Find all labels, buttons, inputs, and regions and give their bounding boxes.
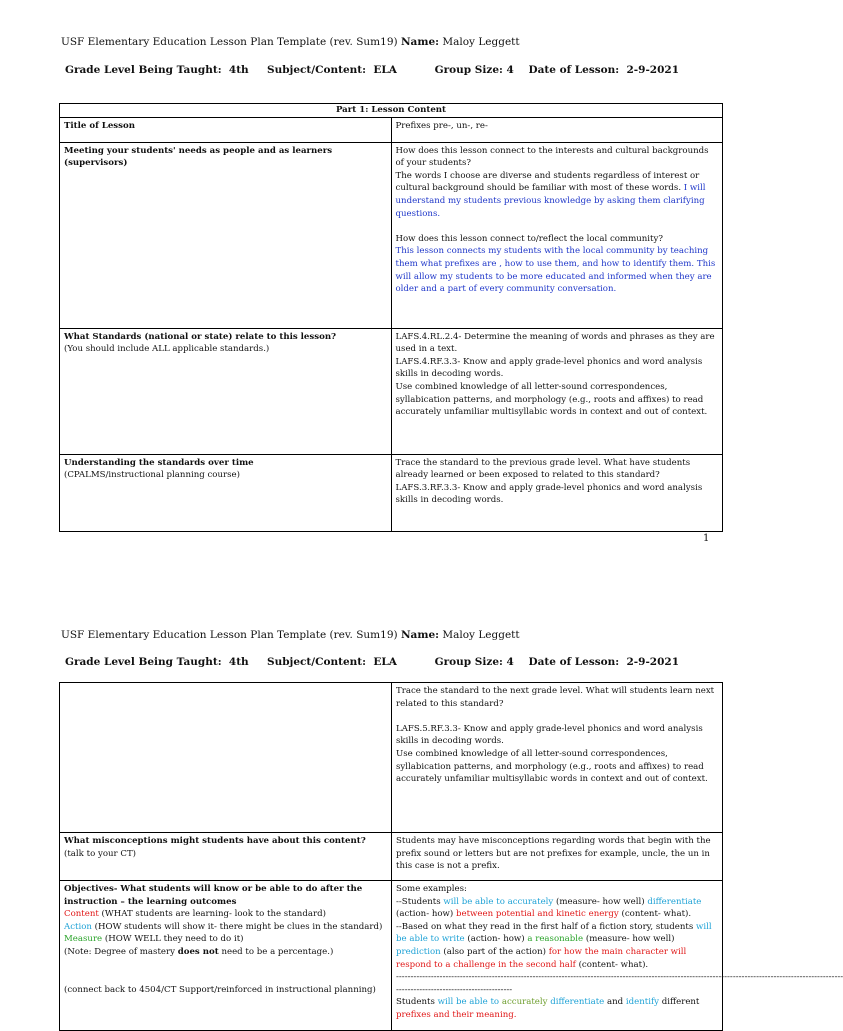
ex1-differentiate: differentiate: [647, 896, 702, 907]
name-value: Maloy Leggett: [442, 36, 520, 48]
ex2-content-note: (content- what).: [578, 959, 649, 970]
needs-question-2: How does this lesson connect to/reflect the local community?: [395, 233, 663, 244]
own-differentiate: differentiate: [550, 997, 605, 1008]
name-label: Name:: [400, 629, 440, 641]
over-time-cell: [391, 454, 723, 531]
group-label: Group Size:: [434, 656, 503, 668]
part-title: Part 1: Lesson Content: [60, 104, 723, 118]
own-and: and: [607, 997, 624, 1008]
ex2-action-note: (action- how): [467, 934, 525, 945]
group-value: 4: [506, 656, 514, 668]
template-title: USF Elementary Education Lesson Plan Template (rev. Sum19): [61, 36, 398, 48]
group-label: Group Size:: [434, 64, 503, 76]
date-value: 2-9-2021: [626, 64, 680, 76]
needs-answer-2-blue: This lesson connects my students with the local community by teaching them what prefixes are , how to use them, and how to identify them. This will allow my students to be more educated and informed when they are older and a part of every community conversation.: [395, 246, 716, 295]
own-students: Students: [396, 997, 435, 1008]
grade-value: 4th: [228, 656, 249, 668]
action-rest: (HOW students will show it- there might be clues in the standard): [94, 921, 383, 932]
template-title: USF Elementary Education Lesson Plan Template (rev. Sum19): [61, 629, 398, 641]
page-number: 1: [703, 533, 710, 544]
next-grade-cell: [392, 683, 723, 833]
standards-sublabel: (You should include ALL applicable standards.): [64, 344, 270, 355]
subject-label: Subject/Content:: [266, 64, 366, 76]
subject-label: Subject/Content:: [266, 656, 366, 668]
standard-2: LAFS.4.RF.3.3- Know and apply grade-level phonics and word analysis skills in decoding words.: [395, 356, 703, 380]
lesson-content-table: [59, 103, 723, 532]
standard-1: LAFS.4.RL.2.4- Determine the meaning of words and phrases as they are used in a text.: [395, 331, 715, 355]
misconceptions-label: What misconceptions might students have about this content?: [64, 836, 366, 846]
ex1-action: will be able to accurately: [443, 896, 554, 907]
connect-note: (connect back to 4504/CT Support/reinforced in instructional planning): [64, 984, 376, 995]
date-value: 2-9-2021: [626, 656, 680, 668]
empty-label-cell: [60, 683, 392, 833]
template-title-line: [61, 36, 520, 48]
needs-answer-1-blue: I will understand my students previous knowledge by asking them clarifying questions.: [395, 183, 706, 219]
next-grade-answer-1: LAFS.5.RF.3.3- Know and apply grade-level phonics and word analysis skills in decoding words.: [396, 723, 703, 747]
misconceptions-sublabel: (talk to your CT): [64, 848, 137, 859]
ex1-content: between potential and kinetic energy: [456, 909, 619, 920]
over-time-answer: LAFS.3.RF.3.3- Know and apply grade-level phonics and word analysis skills in decoding words.: [395, 482, 703, 506]
group-value: 4: [506, 64, 514, 76]
divider-dashes-2: ----------------------------------------: [396, 984, 513, 995]
ex2-intro: --Based on what they read in the first half of a fiction story, students: [396, 921, 694, 932]
over-time-label-cell: [60, 454, 392, 531]
over-time-question: Trace the standard to the previous grade level. What have students already learned or been exposed to related to this standard?: [395, 457, 691, 481]
ex1-measure-note: (measure- how well): [556, 896, 645, 907]
ex2-measure-note: (measure- how well): [585, 934, 675, 945]
content-word: Content: [64, 909, 99, 920]
objectives-label: Objectives- What students will know or be able to do after the instruction – the learning outcomes: [64, 884, 363, 907]
standards-label: What Standards (national or state) relate to this lesson?: [64, 331, 337, 342]
template-title-line-2: [61, 629, 520, 641]
needs-label: Meeting your students' needs as people and as learners (supervisors): [60, 142, 392, 328]
standards-label-cell: [60, 328, 392, 454]
grade-label: Grade Level Being Taught:: [65, 656, 222, 668]
lesson-content-table-2: [59, 682, 843, 1031]
ex1-students: --Students: [396, 896, 441, 907]
objectives-cell: [392, 881, 843, 1031]
measure-rest: (HOW WELL they need to do it): [104, 934, 244, 945]
grade-value: 4th: [228, 64, 249, 76]
title-label: Title of Lesson: [60, 117, 392, 142]
note-bold: does not: [177, 946, 219, 957]
subject-value: ELA: [373, 656, 397, 668]
over-time-sublabel: (CPALMS/instructional planning course): [64, 470, 240, 481]
lesson-meta-line-2: [65, 656, 679, 668]
date-label: Date of Lesson:: [528, 656, 620, 668]
misconceptions-value: Students may have misconceptions regarding words that begin with the prefix sound or letters but are not prefixes for example, uncle, the un in this case is not a prefix.: [392, 833, 723, 881]
ex2-action: will be able to write: [396, 921, 712, 945]
needs-question-1: How does this lesson connect to the interests and cultural backgrounds of your students?: [395, 145, 709, 169]
needs-answer-1: The words I choose are diverse and students regardless of interest or cultural background should be familiar with most of these words.: [395, 170, 700, 194]
own-action: will be able to: [437, 997, 500, 1008]
own-identify: identify: [625, 997, 660, 1008]
over-time-label: Understanding the standards over time: [64, 457, 254, 468]
divider-dashes: ----------------------------------------------------------------------------------------------------------------------------------------------------------: [396, 972, 843, 983]
title-value: Prefixes pre-, un-, re-: [391, 117, 723, 142]
content-rest: (WHAT students are learning- look to the standard): [101, 909, 326, 920]
ex2-prediction: prediction: [396, 946, 441, 957]
needs-cell: [391, 142, 723, 328]
subject-value: ELA: [373, 64, 397, 76]
note-pre: (Note: Degree of mastery: [64, 946, 175, 957]
own-measure: accurately: [501, 997, 548, 1008]
standards-cell: [391, 328, 723, 454]
ex1-action-note: (action- how): [396, 909, 454, 920]
action-word: Action: [64, 921, 92, 932]
ex2-content: for how the main character will respond to a challenge in the second half: [396, 946, 687, 970]
objectives-label-cell: [60, 881, 392, 1031]
date-label: Date of Lesson:: [528, 64, 620, 76]
name-value: Maloy Leggett: [442, 629, 520, 641]
ex1-content-note: (content- what).: [621, 909, 692, 920]
next-grade-question: Trace the standard to the next grade level. What will students learn next related to this standard?: [396, 686, 715, 709]
own-content: prefixes and their meaning.: [396, 1009, 517, 1020]
name-label: Name:: [400, 36, 440, 48]
ex2-measure: a reasonable: [527, 934, 584, 945]
standard-3: Use combined knowledge of all letter-sound correspondences, syllabication patterns, and morphology (e.g., roots and affixes) to read accurately unfamiliar multisyllabic words in context and out of context.: [395, 381, 708, 418]
misconceptions-label-cell: [60, 833, 392, 881]
next-grade-answer-2: Use combined knowledge of all letter-sound correspondences, syllabication patterns, and morphology (e.g., roots and affixes) to read accurately unfamiliar multisyllabic words in context and out of context.: [396, 748, 708, 785]
measure-word: Measure: [64, 934, 103, 945]
grade-label: Grade Level Being Taught:: [65, 64, 222, 76]
own-different: different: [661, 997, 700, 1008]
lesson-meta-line: [65, 64, 679, 76]
note-post: need to be a percentage.): [221, 946, 334, 957]
ex2-prediction-note: (also part of the action): [443, 946, 546, 957]
examples-title: Some examples:: [396, 884, 467, 894]
